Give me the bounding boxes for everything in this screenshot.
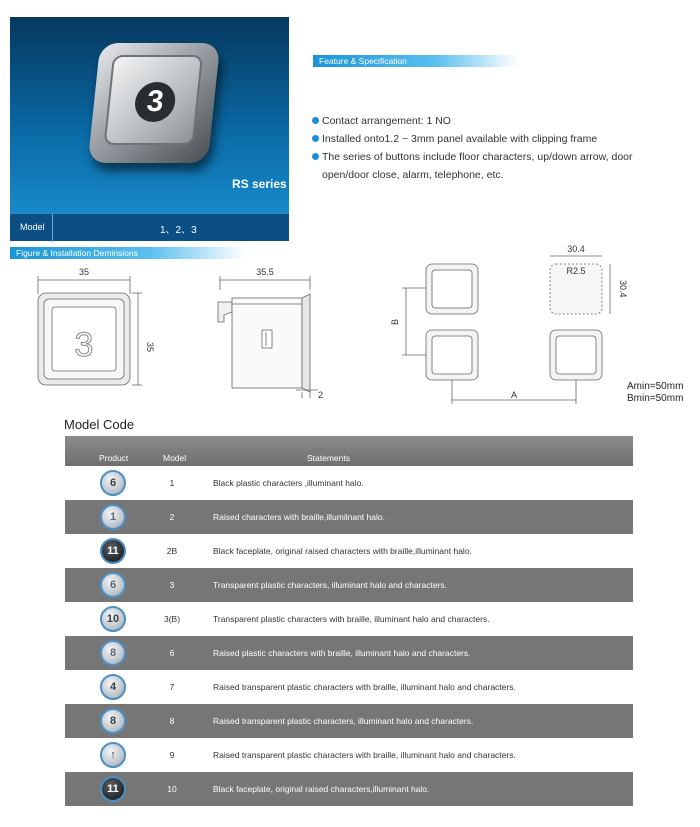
model-cell: 10 <box>167 784 177 794</box>
table-header <box>65 436 633 466</box>
product-icon: 10 <box>100 606 126 632</box>
statement-cell: Transparent plastic characters with braille, illuminant halo and characters. <box>213 614 490 624</box>
layout-size-label: 30.4 <box>567 244 585 254</box>
table-row <box>65 602 633 636</box>
front-height-label: 35 <box>145 342 155 353</box>
header-product: Product <box>99 453 129 463</box>
product-hero-panel <box>10 17 289 236</box>
front-width-label: 35 <box>78 267 90 277</box>
model-cell: 2B <box>166 546 178 556</box>
table-row <box>65 704 633 738</box>
min-spacing-notes <box>627 381 683 405</box>
a-min: Amin=50mm <box>627 381 684 392</box>
spec-item: Contact arrangement: 1 NO <box>312 112 672 130</box>
model-code-table <box>65 436 633 806</box>
button-numeral: 3 <box>133 82 177 122</box>
header-statements: Statements <box>307 453 350 463</box>
model-bar <box>10 213 289 241</box>
statement-cell: Black faceplate, original raised characters,illuminant halo. <box>213 784 430 794</box>
model-cell: 7 <box>169 682 175 692</box>
b-min: Bmin=50mm <box>627 393 684 404</box>
table-row <box>65 534 633 568</box>
push-button-photo <box>88 43 221 163</box>
layout-radius-label: R2.5 <box>566 266 586 276</box>
spec-item: Installed onto1.2 ~ 3mm panel available with clipping frame <box>312 130 672 148</box>
table-row <box>65 636 633 670</box>
product-icon: 4 <box>100 674 126 700</box>
series-label: RS series <box>232 177 287 191</box>
model-cell: 9 <box>169 750 175 760</box>
spec-list <box>312 112 672 184</box>
figure-ribbon: Figure & Installation Deminsions <box>10 247 245 259</box>
model-divider <box>52 214 53 242</box>
product-icon: 6 <box>100 572 126 598</box>
model-cell: 2 <box>169 512 175 522</box>
table-row <box>65 772 633 806</box>
statement-cell: Raised characters with braille,illumilnant halo. <box>213 512 385 522</box>
side-depth-label: 35.5 <box>256 267 274 277</box>
table-row <box>65 568 633 602</box>
product-icon: 11 <box>100 776 126 802</box>
model-cell: 1 <box>169 478 175 488</box>
button-face <box>104 55 203 145</box>
table-row <box>65 670 633 704</box>
feature-ribbon: Feature & Specification <box>313 55 518 67</box>
statement-cell: Black plastic characters ,illuminant halo. <box>213 478 364 488</box>
model-cell: 8 <box>169 716 175 726</box>
layout-b-label: B <box>390 318 400 325</box>
statement-cell: Transparent plastic characters, illuminant halo and characters. <box>213 580 448 590</box>
statement-cell: Raised transparent plastic characters with braille, illuminant halo and characters. <box>213 750 516 760</box>
statement-cell: Raised transparent plastic characters with braille, illuminant halo and characters. <box>213 682 516 692</box>
product-icon: 11 <box>100 538 126 564</box>
product-icon: 1 <box>100 504 126 530</box>
model-cell: 3(B) <box>163 614 181 624</box>
layout-drawing <box>402 256 610 404</box>
product-icon: 8 <box>100 640 126 666</box>
front-numeral: 3 <box>74 326 94 364</box>
model-label: Model <box>20 222 45 232</box>
model-cell: 6 <box>169 648 175 658</box>
model-code-title: Model Code <box>64 417 135 432</box>
table-row <box>65 500 633 534</box>
spec-item: The series of buttons include floor characters, up/down arrow, door open/door close, alarm, telephone, etc. <box>312 148 672 184</box>
header-model: Model <box>163 453 187 463</box>
side-view-drawing <box>218 276 318 398</box>
table-row <box>65 738 633 772</box>
side-panel-label: 2 <box>318 390 324 400</box>
product-icon: 8 <box>100 708 126 734</box>
model-values: 1、2、3 <box>160 225 197 236</box>
product-icon: 6 <box>100 470 126 496</box>
statement-cell: Raised transparent plastic characters, illuminant halo and characters. <box>213 716 474 726</box>
product-icon: ↑ <box>100 742 126 768</box>
model-cell: 3 <box>169 580 175 590</box>
layout-size-v-label: 30.4 <box>618 280 628 298</box>
table-row <box>65 466 633 500</box>
layout-a-label: A <box>510 390 518 400</box>
statement-cell: Black faceplate, original raised characters with braille,illuminant halo. <box>213 546 472 556</box>
statement-cell: Raised plastic characters with braille, illuminant halo and characters. <box>213 648 471 658</box>
